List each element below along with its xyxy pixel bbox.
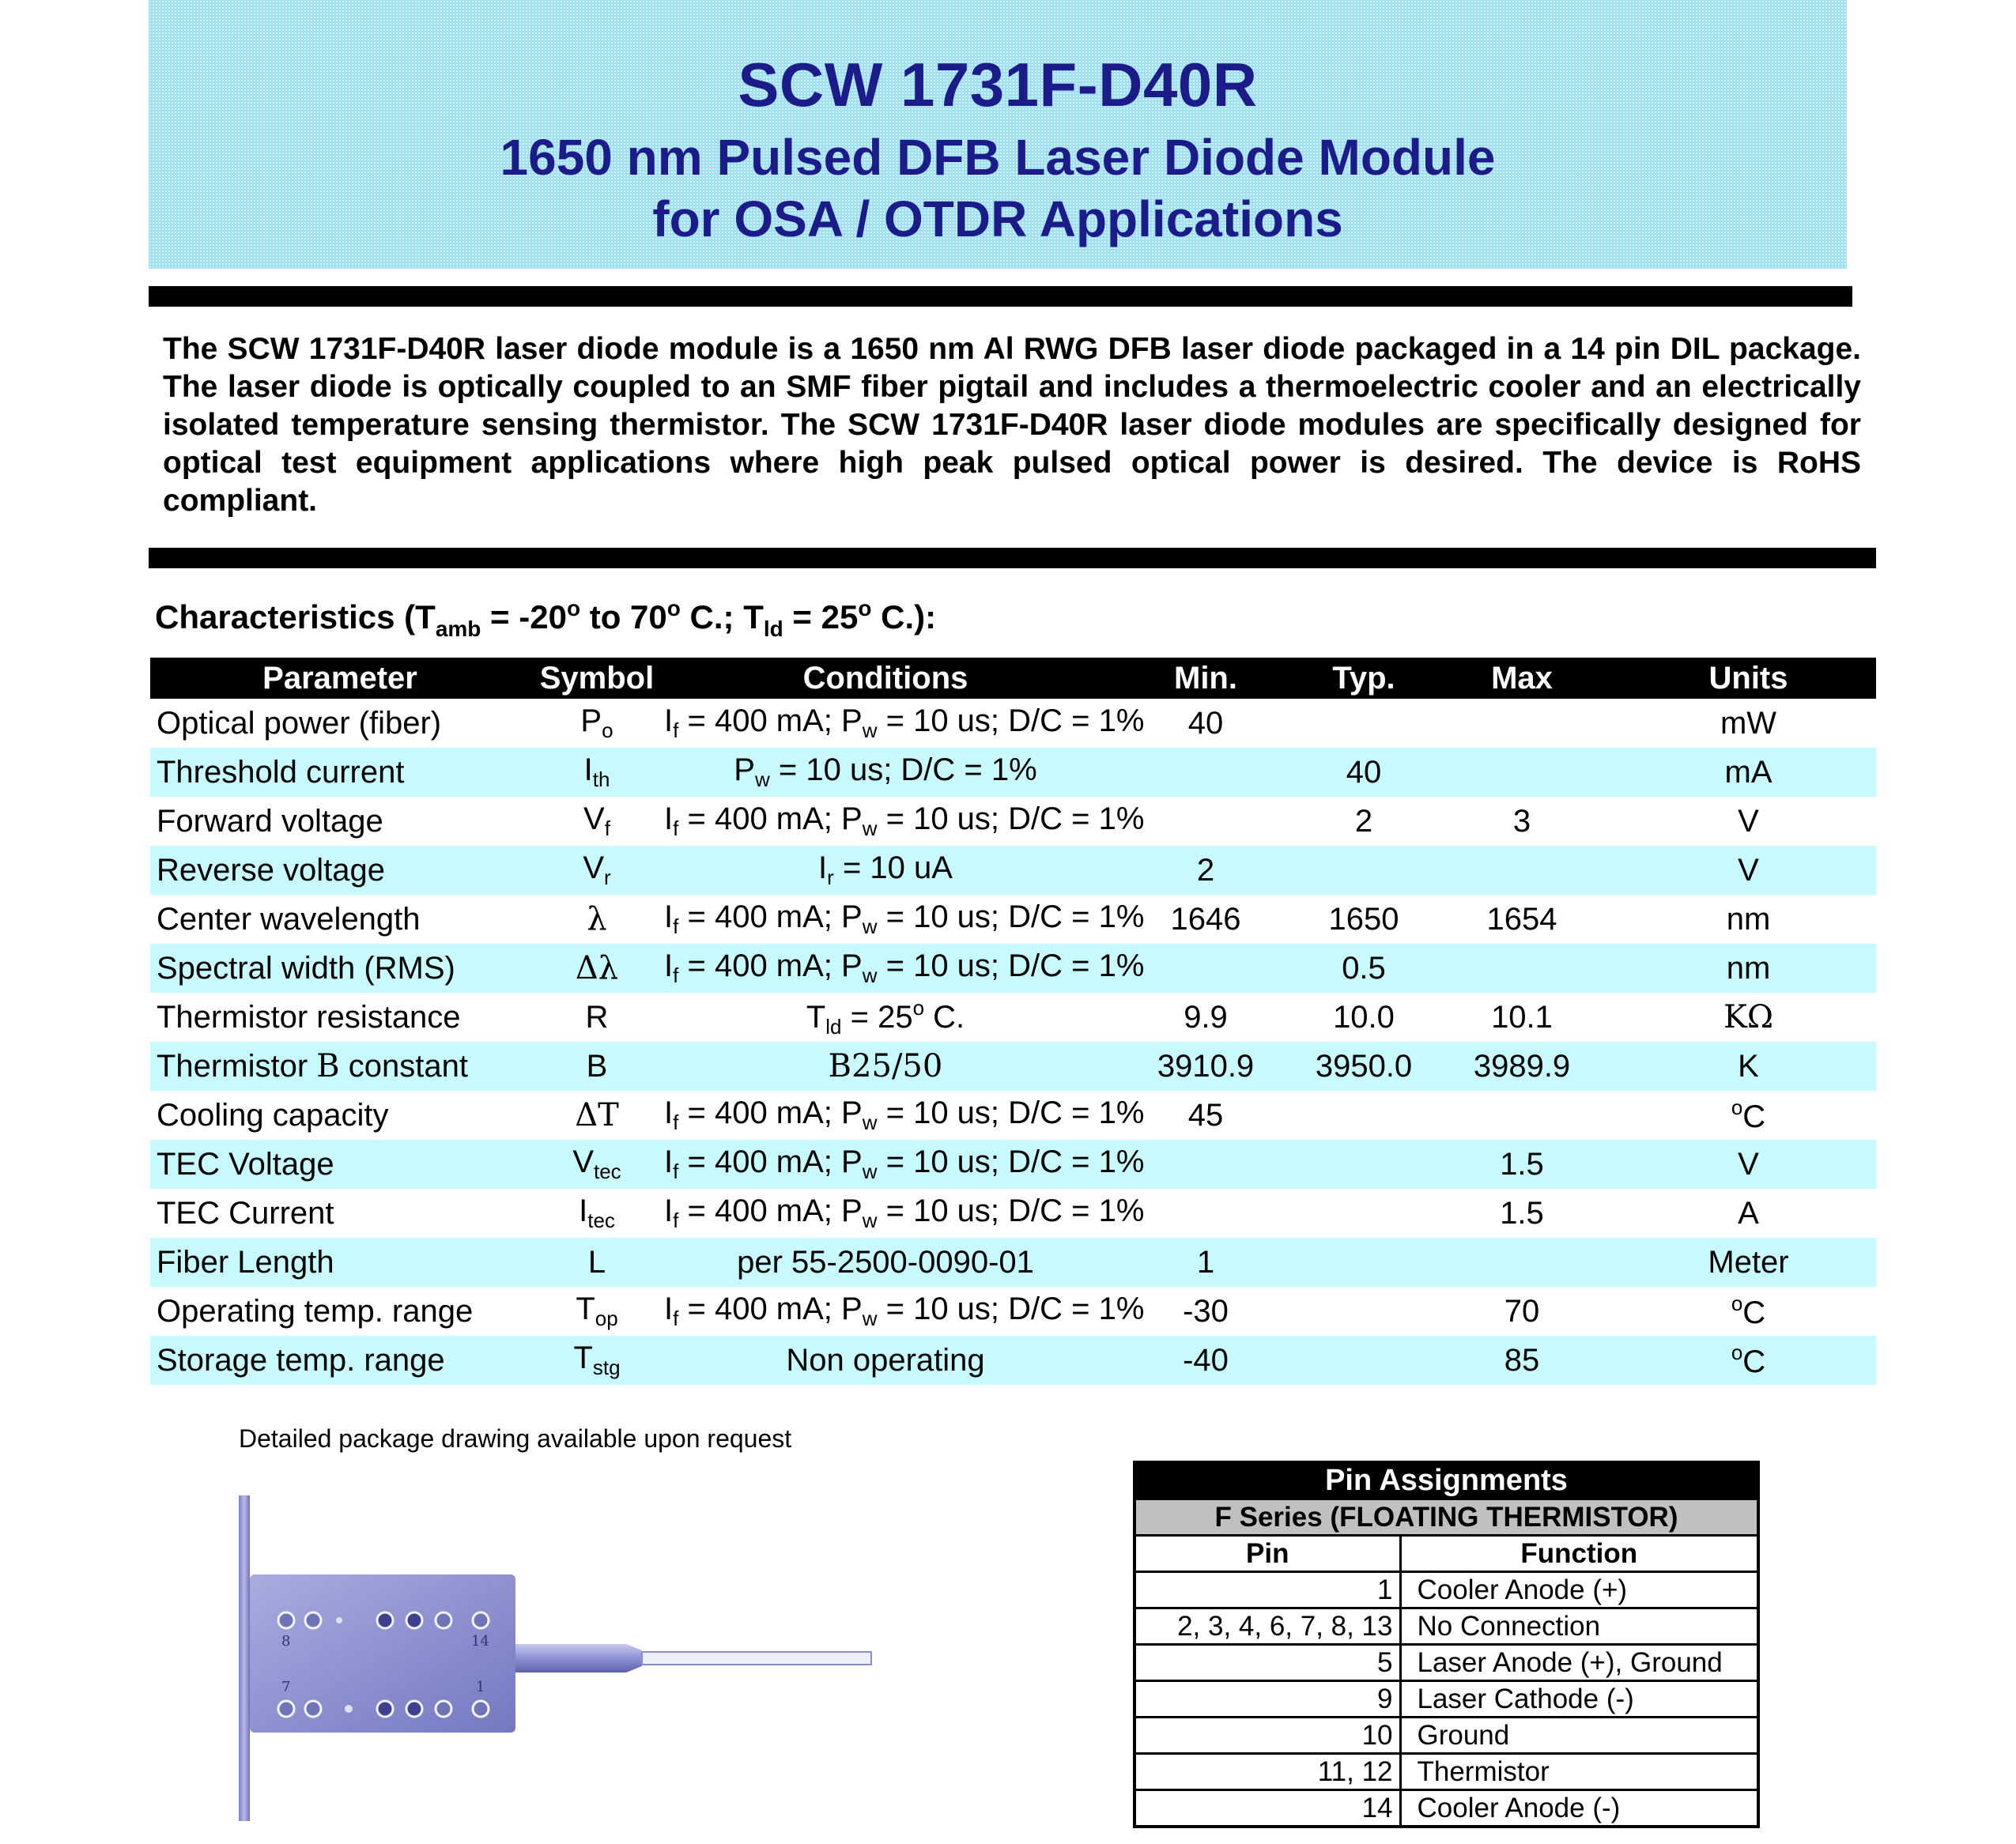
cell-parameter: TEC Current	[150, 1189, 530, 1238]
cell-min: 2	[1107, 846, 1304, 895]
cell-conditions: $I_f = 400$ mA; $P_w = 10$ us; D/C = 1%	[664, 797, 1107, 846]
table-row	[150, 1238, 1876, 1287]
product-subtitle-line2: for OSA / OTDR Applications	[652, 190, 1343, 247]
table-row	[150, 1287, 1876, 1336]
cell-symbol: $I_{tec}$	[530, 1189, 664, 1238]
cell-parameter: Thermistor B constant	[150, 1042, 530, 1091]
col-pin: Pin	[1134, 1536, 1400, 1572]
cell-units: V	[1621, 797, 1876, 846]
header-banner	[149, 0, 1847, 269]
cell-pin: 2, 3, 4, 6, 7, 8, 13	[1134, 1608, 1400, 1645]
cell-typ	[1304, 1336, 1423, 1385]
cell-typ	[1304, 1140, 1423, 1189]
table-row	[150, 797, 1876, 846]
cell-function: No Connection	[1400, 1608, 1758, 1645]
cell-typ	[1304, 699, 1423, 748]
table-row	[150, 895, 1876, 944]
col-units: Units	[1621, 658, 1876, 699]
col-min: Min.	[1107, 658, 1304, 699]
pin-table-series-row	[1134, 1499, 1758, 1536]
table-row	[1134, 1608, 1758, 1645]
divider-top	[149, 286, 1852, 307]
pin-table-title: Pin Assignments	[1134, 1462, 1758, 1499]
cell-conditions: $I_f = 400$ mA; $P_w = 10$ us; D/C = 1%	[664, 895, 1107, 944]
cell-parameter: Storage temp. range	[150, 1336, 530, 1385]
cell-typ	[1304, 1238, 1423, 1287]
cell-min: 45	[1107, 1091, 1304, 1140]
cell-max: 10.1	[1423, 993, 1621, 1042]
cell-pin: 1	[1134, 1572, 1400, 1608]
table-row	[1134, 1718, 1758, 1754]
cell-typ	[1304, 1189, 1423, 1238]
cell-parameter: Forward voltage	[150, 797, 530, 846]
cell-min: 3910.9	[1107, 1042, 1304, 1091]
cell-units: V	[1621, 846, 1876, 895]
fiber-taper	[626, 1644, 642, 1672]
table-row	[150, 748, 1876, 797]
cell-conditions: $I_f = 400$ mA; $P_w = 10$ us; D/C = 1%	[664, 699, 1107, 748]
cell-typ	[1304, 1091, 1423, 1140]
cell-typ: 10.0	[1304, 993, 1423, 1042]
cell-symbol: λ	[530, 895, 664, 944]
cell-max	[1423, 1238, 1621, 1287]
cell-typ	[1304, 1287, 1423, 1336]
cell-units: $^o$C	[1621, 1287, 1876, 1336]
cell-max: 1.5	[1423, 1189, 1621, 1238]
cell-typ: 40	[1304, 748, 1423, 797]
cell-max: 1654	[1423, 895, 1621, 944]
cell-units: mW	[1621, 699, 1876, 748]
pin-table-header-row	[1134, 1536, 1758, 1572]
cell-parameter: TEC Voltage	[150, 1140, 530, 1189]
cell-min	[1107, 748, 1304, 797]
cell-typ	[1304, 846, 1423, 895]
table-row	[1134, 1790, 1758, 1827]
col-function: Function	[1400, 1536, 1758, 1572]
cell-units: Meter	[1621, 1238, 1876, 1287]
cell-symbol: Δλ	[530, 944, 664, 993]
cell-units: nm	[1621, 895, 1876, 944]
cell-units: V	[1621, 1140, 1876, 1189]
cell-max	[1423, 748, 1621, 797]
table-row	[150, 1189, 1876, 1238]
cell-conditions: $I_f = 400$ mA; $P_w = 10$ us; D/C = 1%	[664, 1189, 1107, 1238]
cell-symbol: $P_o$	[530, 699, 664, 748]
cell-min: 1	[1107, 1238, 1304, 1287]
col-conditions: Conditions	[664, 658, 1107, 699]
cell-parameter: Reverse voltage	[150, 846, 530, 895]
package-drawing	[234, 1495, 882, 1824]
cell-conditions: $P_w = 10$ us; D/C = 1%	[664, 748, 1107, 797]
cell-units: KΩ	[1621, 993, 1876, 1042]
cell-conditions: $T_{ld} = 25^o$ C.	[664, 993, 1107, 1042]
cell-pin: 10	[1134, 1718, 1400, 1754]
table-row	[1134, 1645, 1758, 1681]
col-symbol: Symbol	[530, 658, 664, 699]
characteristics-heading: Characteristics ($T_{amb} = -20^o$ to 70$^o$ C.; $T_{ld} = 25^o$ C.):	[155, 596, 937, 641]
cell-max: 3	[1423, 797, 1621, 846]
pin-label-14: 14	[471, 1633, 489, 1650]
cell-typ: 1650	[1304, 895, 1423, 944]
divider-bottom	[149, 548, 1876, 568]
cell-symbol: R	[530, 993, 664, 1042]
cell-parameter: Thermistor resistance	[150, 993, 530, 1042]
cell-symbol: $T_{op}$	[530, 1287, 664, 1336]
pin-label-8: 8	[281, 1633, 291, 1650]
cell-max	[1423, 944, 1621, 993]
cell-min: 9.9	[1107, 993, 1304, 1042]
table-row	[150, 846, 1876, 895]
cell-parameter: Cooling capacity	[150, 1091, 530, 1140]
cell-min: 1646	[1107, 895, 1304, 944]
cell-max	[1423, 846, 1621, 895]
package-drawing-note: Detailed package drawing available upon request	[239, 1424, 792, 1453]
cell-function: Thermistor	[1400, 1754, 1758, 1790]
cell-conditions: per 55-2500-0090-01	[664, 1238, 1107, 1287]
cell-max: 1.5	[1423, 1140, 1621, 1189]
cell-min: -40	[1107, 1336, 1304, 1385]
table-row	[1134, 1572, 1758, 1608]
cell-parameter: Spectral width (RMS)	[150, 944, 530, 993]
fiber-pigtail	[642, 1652, 871, 1665]
cell-conditions: $I_f = 400$ mA; $P_w = 10$ us; D/C = 1%	[664, 1287, 1107, 1336]
table-row	[150, 993, 1876, 1042]
cell-max	[1423, 699, 1621, 748]
cell-conditions: $I_r = 10$ uA	[664, 846, 1107, 895]
table-header-row	[150, 658, 1876, 699]
cell-typ: 2	[1304, 797, 1423, 846]
table-row	[1134, 1681, 1758, 1718]
pin-assignments-table	[1133, 1461, 1760, 1828]
characteristics-table	[150, 658, 1876, 1385]
table-row	[150, 1140, 1876, 1189]
cell-pin: 11, 12	[1134, 1754, 1400, 1790]
cell-typ: 0.5	[1304, 944, 1423, 993]
cell-symbol: $I_{th}$	[530, 748, 664, 797]
cell-units: mA	[1621, 748, 1876, 797]
cell-symbol: B	[530, 1042, 664, 1091]
product-title: SCW 1731F-D40R	[738, 50, 1258, 119]
col-typ: Typ.	[1304, 658, 1423, 699]
cell-conditions: Non operating	[664, 1336, 1107, 1385]
pin-table-series: F Series (FLOATING THERMISTOR)	[1134, 1499, 1758, 1536]
product-description: The SCW 1731F-D40R laser diode module is a 1650 nm Al RWG DFB laser diode packaged in a 14 pin DIL package. The laser diode is optically coupled to an SMF fiber pigtail and includes a thermoelectric cooler and an electrically isolated temperature sensing thermistor. The SCW 1731F-D40R laser diode modules are specifically designed for optical test equipment applications where high peak pulsed optical power is desired. The device is RoHS compliant.	[163, 332, 1861, 518]
table-row	[150, 1336, 1876, 1385]
cell-function: Cooler Anode (-)	[1400, 1790, 1758, 1827]
mounting-plate	[239, 1495, 250, 1821]
cell-pin: 5	[1134, 1645, 1400, 1681]
cell-pin: 9	[1134, 1681, 1400, 1718]
cell-symbol: $V_r$	[530, 846, 664, 895]
pin-label-7: 7	[281, 1679, 291, 1695]
cell-units: $^o$C	[1621, 1336, 1876, 1385]
cell-max: 70	[1423, 1287, 1621, 1336]
pin-table-title-row	[1134, 1462, 1758, 1499]
col-max: Max	[1423, 658, 1621, 699]
cell-min: 40	[1107, 699, 1304, 748]
product-subtitle-line1: 1650 nm Pulsed DFB Laser Diode Module	[500, 129, 1496, 186]
cell-pin: 14	[1134, 1790, 1400, 1827]
cell-parameter: Fiber Length	[150, 1238, 530, 1287]
col-parameter: Parameter	[150, 658, 530, 699]
cell-units: nm	[1621, 944, 1876, 993]
pin-label-1: 1	[476, 1679, 485, 1695]
table-row	[150, 1091, 1876, 1140]
fiber-boot	[515, 1644, 626, 1672]
cell-units: K	[1621, 1042, 1876, 1091]
cell-typ: 3950.0	[1304, 1042, 1423, 1091]
cell-conditions: $I_f = 400$ mA; $P_w = 10$ us; D/C = 1%	[664, 1091, 1107, 1140]
cell-parameter: Operating temp. range	[150, 1287, 530, 1336]
cell-function: Cooler Anode (+)	[1400, 1572, 1758, 1608]
cell-function: Laser Cathode (-)	[1400, 1681, 1758, 1718]
table-row	[150, 1042, 1876, 1091]
cell-units: $^o$C	[1621, 1091, 1876, 1140]
cell-units: A	[1621, 1189, 1876, 1238]
cell-parameter: Optical power (fiber)	[150, 699, 530, 748]
cell-conditions: $I_f = 400$ mA; $P_w = 10$ us; D/C = 1%	[664, 944, 1107, 993]
cell-conditions: $I_f = 400$ mA; $P_w = 10$ us; D/C = 1%	[664, 1140, 1107, 1189]
cell-symbol: ΔT	[530, 1091, 664, 1140]
cell-symbol: L	[530, 1238, 664, 1287]
cell-function: Laser Anode (+), Ground	[1400, 1645, 1758, 1681]
cell-parameter: Center wavelength	[150, 895, 530, 944]
cell-max: 85	[1423, 1336, 1621, 1385]
cell-symbol: $V_{tec}$	[530, 1140, 664, 1189]
table-row	[150, 699, 1876, 748]
cell-symbol: $V_f$	[530, 797, 664, 846]
cell-parameter: Threshold current	[150, 748, 530, 797]
cell-max: 3989.9	[1423, 1042, 1621, 1091]
table-row	[1134, 1754, 1758, 1790]
cell-max	[1423, 1091, 1621, 1140]
cell-min: -30	[1107, 1287, 1304, 1336]
table-row	[150, 944, 1876, 993]
cell-conditions: B25/50	[664, 1042, 1107, 1091]
cell-function: Ground	[1400, 1718, 1758, 1754]
cell-symbol: $T_{stg}$	[530, 1336, 664, 1385]
